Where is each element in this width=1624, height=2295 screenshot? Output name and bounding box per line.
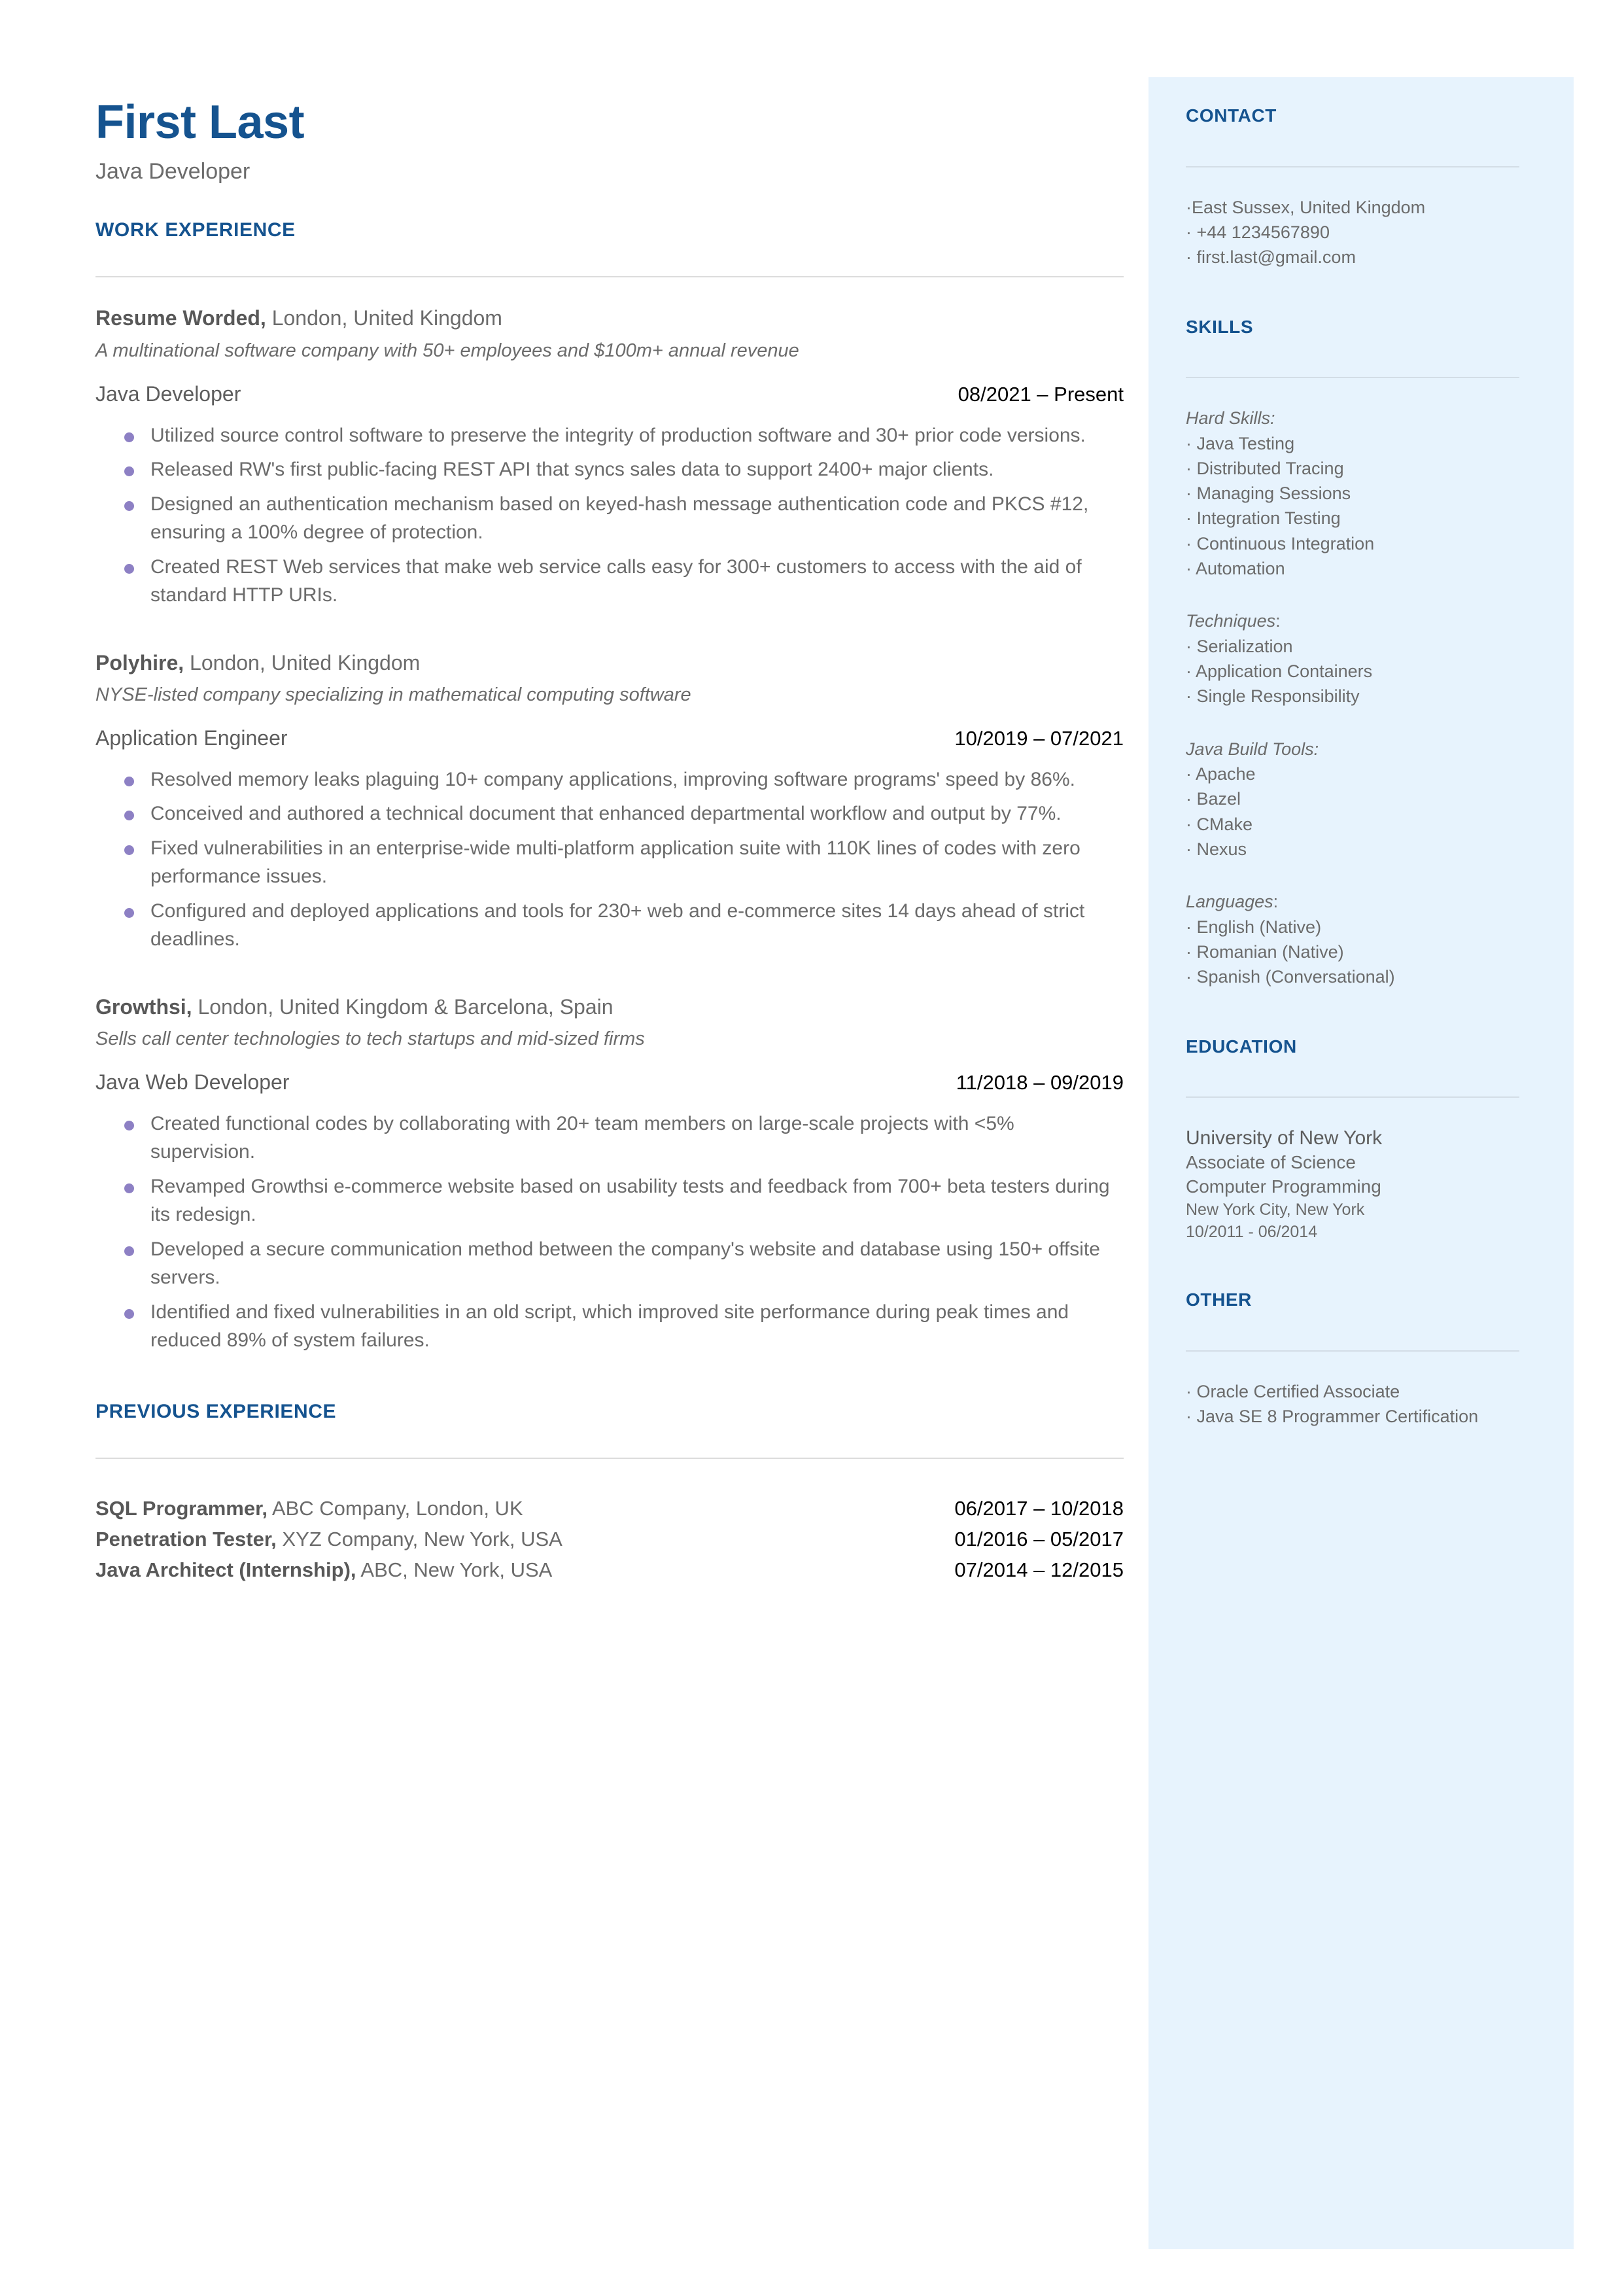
job-role-row (95, 1070, 1124, 1095)
job-entry (95, 650, 1124, 954)
list-item: Created REST Web services that make web service calls easy for 300+ customers to access with the aid of standard HTTP URIs. (95, 553, 1124, 610)
education-section-heading: EDUCATION (1186, 1036, 1297, 1057)
list-item: Revamped Growthsi e-commerce website based on usability tests and feedback from 700+ beta testers during its redesign. (95, 1172, 1124, 1229)
list-item: · Continuous Integration (1186, 533, 1375, 553)
previous-role-dates: 01/2016 – 05/2017 (954, 1527, 1124, 1550)
header-headline: Java Developer (95, 158, 251, 184)
education-degree: Associate of Science (1186, 1152, 1356, 1173)
list-item: · Managing Sessions (1186, 483, 1351, 504)
list-item: Released RW's first public-facing REST API that syncs sales data to support 2400+ major clients. (95, 455, 1124, 484)
list-item: Resolved memory leaks plaguing 10+ company applications, improving software programs' speed by 86%. (95, 765, 1124, 794)
list-item: Configured and deployed applications and tools for 230+ web and e-commerce sites 14 days ahead of strict deadlines. (95, 897, 1124, 954)
table-row (95, 1493, 1124, 1524)
sidebar-section-other (1186, 1289, 1519, 1429)
list-item: · Apache (1186, 764, 1256, 784)
job-role-dates: 11/2018 – 09/2019 (956, 1071, 1124, 1095)
skills-group-label-languages-text: Languages (1186, 892, 1273, 912)
table-row (95, 1554, 1124, 1585)
list-item: Designed an authentication mechanism based on keyed-hash message authentication code and PKCS #12, ensuring a 100% degree of protection. (95, 490, 1124, 547)
sidebar-content (1186, 105, 1519, 1429)
contact-phone[interactable]: · +44 1234567890 (1186, 222, 1330, 242)
skills-group-label-techniques-text: Techniques (1186, 611, 1276, 631)
sidebar-section-skills (1186, 316, 1519, 990)
job-company-location: London, United Kingdom (184, 650, 421, 674)
job-role-dates: 10/2019 – 07/2021 (954, 727, 1124, 750)
other-section-heading: OTHER (1186, 1289, 1252, 1310)
job-role-row (95, 726, 1124, 750)
list-item: Fixed vulnerabilities in an enterprise-wide multi-platform application suite with 110K lines of codes with zero performance issues. (95, 834, 1124, 891)
skills-section-heading: SKILLS (1186, 316, 1254, 337)
skills-list-languages (1186, 915, 1519, 990)
skills-list-techniques (1186, 634, 1519, 709)
previous-role-label (95, 1493, 523, 1524)
list-item: · Oracle Certified Associate (1186, 1381, 1400, 1401)
previous-role-label (95, 1524, 562, 1554)
list-item: · Serialization (1186, 636, 1293, 656)
list-item: Identified and fixed vulnerabilities in an old script, which improved site performance during peak times and reduced 89% of system failures. (95, 1298, 1124, 1355)
list-item: · Romanian (Native) (1186, 942, 1344, 962)
skills-group-label-languages (1186, 889, 1519, 914)
skills-group-label-techniques-colon: : (1275, 611, 1281, 631)
job-company-name: Growthsi, (95, 994, 192, 1019)
education-field: Computer Programming (1186, 1176, 1381, 1197)
list-item: · CMake (1186, 814, 1253, 834)
job-company-description: Sells call center technologies to tech startups and mid-sized firms (95, 1028, 645, 1050)
main-column (95, 98, 1124, 1585)
list-item: · Application Containers (1186, 661, 1373, 682)
job-bullet-list (95, 1110, 1124, 1355)
previous-role-title: Java Architect (Internship), (95, 1558, 356, 1581)
contact-section-heading: CONTACT (1186, 105, 1277, 126)
previous-role-label (95, 1554, 552, 1585)
contact-email[interactable]: · first.last@gmail.com (1186, 247, 1356, 268)
education-location: New York City, New York (1186, 1200, 1365, 1219)
sidebar-section-contact (1186, 105, 1519, 270)
other-list (1186, 1379, 1519, 1429)
skills-group-label-java-build-tools: Java Build Tools: (1186, 739, 1319, 759)
previous-role-detail: XYZ Company, New York, USA (276, 1527, 562, 1550)
list-item: · Distributed Tracing (1186, 458, 1344, 478)
previous-experience-heading: PREVIOUS EXPERIENCE (95, 1400, 337, 1422)
previous-role-dates: 07/2014 – 12/2015 (954, 1558, 1124, 1581)
job-role-dates: 08/2021 – Present (958, 383, 1124, 406)
job-bullet-list (95, 421, 1124, 610)
contact-location: ·East Sussex, United Kingdom (1186, 197, 1426, 217)
job-role-title: Application Engineer (95, 726, 288, 750)
job-company-name: Polyhire, (95, 650, 184, 674)
list-item: · Integration Testing (1186, 508, 1341, 529)
list-item: Conceived and authored a technical document that enhanced departmental workflow and output by 77%. (95, 799, 1124, 828)
list-item: · Nexus (1186, 839, 1247, 860)
education-dates: 10/2011 - 06/2014 (1186, 1222, 1318, 1241)
previous-role-dates: 06/2017 – 10/2018 (954, 1496, 1124, 1520)
job-company-line (95, 994, 1124, 1021)
list-item: · Java SE 8 Programmer Certification (1186, 1407, 1479, 1427)
skills-list-hard-skills (1186, 431, 1519, 582)
page-title: First Last (95, 96, 305, 149)
list-item: · Automation (1186, 559, 1285, 579)
job-role-row (95, 381, 1124, 406)
previous-role-title: Penetration Tester, (95, 1527, 277, 1550)
list-item: · Spanish (Conversational) (1186, 967, 1395, 987)
list-item: Created functional codes by collaborating with 20+ team members on large-scale projects with <5% supervision. (95, 1110, 1124, 1166)
list-item: · Single Responsibility (1186, 686, 1360, 707)
previous-role-title: SQL Programmer, (95, 1496, 268, 1520)
skills-group-label-languages-colon: : (1273, 892, 1279, 912)
table-row (95, 1524, 1124, 1554)
list-item: Utilized source control software to preserve the integrity of production software and 30+ prior code versions. (95, 421, 1124, 450)
list-item: Developed a secure communication method between the company's website and database using 150+ offsite servers. (95, 1235, 1124, 1292)
job-role-title: Java Developer (95, 382, 241, 406)
job-company-line (95, 305, 1124, 332)
job-role-title: Java Web Developer (95, 1070, 290, 1095)
list-item: · Java Testing (1186, 433, 1295, 453)
job-company-location: London, United Kingdom (266, 306, 502, 330)
skills-group-label-hard-skills: Hard Skills: (1186, 408, 1275, 429)
previous-role-detail: ABC Company, London, UK (268, 1496, 523, 1520)
job-company-line (95, 650, 1124, 677)
job-company-description: NYSE-listed company specializing in mathematical computing software (95, 684, 691, 706)
list-item: · English (Native) (1186, 917, 1322, 937)
job-company-description: A multinational software company with 50+ employees and $100m+ annual revenue (95, 340, 799, 361)
job-company-name: Resume Worded, (95, 306, 266, 330)
list-item: · Bazel (1186, 789, 1241, 809)
job-bullet-list (95, 765, 1124, 954)
skills-list-java-build-tools (1186, 762, 1519, 862)
sidebar-section-education (1186, 1036, 1519, 1244)
previous-role-detail: ABC, New York, USA (356, 1558, 553, 1581)
work-experience-heading: WORK EXPERIENCE (95, 219, 296, 241)
education-school: University of New York (1186, 1127, 1383, 1149)
job-entry (95, 994, 1124, 1355)
job-entry (95, 305, 1124, 609)
skills-group-label-techniques (1186, 608, 1519, 633)
job-company-location: London, United Kingdom & Barcelona, Spain (192, 994, 613, 1019)
